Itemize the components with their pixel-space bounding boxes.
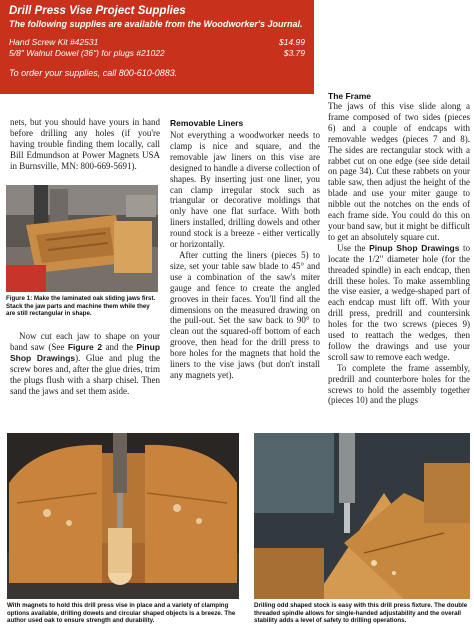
removable-liners-heading: Removable Liners [170, 118, 244, 128]
figure-1-image [6, 185, 158, 292]
paragraph: Use the Pinup Shop Drawings to locate the 1/2" diameter hole (for the threaded spindle) in each endcap, then drill these holes. To make assembling the vise easier, a wedge-shaped part of each endcap must lift off. With your drill press, predrill and countersink holes for the two screws (pieces 9) used to reattach the wedges, then follow the drawings and use your scroll saw to remove each wedge. [328, 242, 470, 362]
supplies-intro: The following supplies are available from the Woodworker's Journal. [9, 19, 303, 29]
paragraph: Now cut each jaw to shape on your band saw (See Figure 2 and the Pinup Shop Drawings). Glue and plug the screw bores and, after the glue dries, trim the plugs flush with a sharp chisel. Then sand the jaws and set them aside. [10, 331, 161, 396]
supply-item-name: Hand Screw Kit #42531 [9, 37, 99, 47]
odd-stock-caption: Drilling odd shaped stock is easy with this drill press fixture. The double threaded spindle allows for single-handed adjustability and the overall stability adds a level of safety to drilling operations. [254, 602, 468, 625]
paragraph: Not everything a woodworker needs to clamp is nice and square, and the removable jaw liners on this vise are designed to handle a diverse collection of shapes. By inserting just one liner, you can clamp irregular stock such as triangular or decorative moldings that only have one flat surface. With both liners installed, drilling dowels and other round stock is a breeze - either vertically or horizontally. [170, 130, 320, 250]
column-3-text [328, 101, 470, 406]
column-1-text [10, 117, 160, 172]
odd-stock-image [254, 433, 470, 599]
supplies-box [0, 0, 314, 94]
paragraph: After cutting the liners (pieces 5) to size, set your table saw blade to 45° and use a combination of the saw's miter gauge and fence to create the angled grooves in their faces. You'll find all the dimensions on the measured drawing on the pull-out. Set the saw back to 90° to clean out the squared-off bottom of each groove, then head for the drill press to bore holes for the magnets that hold the liners to the vise jaws (but don't install any magnets yet). [170, 249, 320, 380]
paragraph: The jaws of this vise slide along a frame composed of two sides (pieces 6) and a couple of endcaps with removable wedges (pieces 7 and 8). The sides are rectangular stock with a rabbet cut on one edge (see side detail on page 34). Cut these rabbets on your table saw, then adjust the height of the blade and use your miter gauge to nibble out the notches on the ends of each frame side. You could do this on your band saw, but it might be difficult to get an absolutely square cut. [328, 101, 470, 242]
figure-1-caption: Figure 1: Make the laminated oak sliding jaws first. Stack the jaw parts and machine them while they are still rectangular in shape. [6, 295, 156, 318]
the-frame-heading: The Frame [328, 91, 371, 101]
supply-item-price: $3.79 [283, 48, 305, 58]
supply-item-name: 5/8" Walnut Dowel (36") for plugs #21022 [9, 48, 165, 58]
paragraph: To complete the frame assembly, predrill and counterbore holes for the screws to hold the assembly together (pieces 10) and the plugs [328, 362, 470, 406]
vise-dowel-photo [7, 433, 239, 599]
supply-item [9, 48, 305, 59]
column-2-text [170, 130, 320, 381]
odd-stock-photo [254, 433, 470, 599]
supplies-title: Drill Press Vise Project Supplies [9, 5, 186, 17]
vise-dowel-caption: With magnets to hold this drill press vise in place and a variety of clamping options available, drilling dowels and circular shaped objects is a breeze. The author used oak to ensure strength and durability. [7, 602, 236, 625]
supplies-order-line: To order your supplies, call 800-610-0883. [9, 68, 178, 78]
column-1-bottom-text [10, 331, 160, 396]
paragraph: nets, but you should have yours in hand before drilling any holes (if you're having trouble finding them locally, call Bill Edmundson at Power Magnets USA in Burnsville, MN: 800-669-5691). [10, 117, 160, 171]
figure-1-photo [6, 185, 158, 292]
supply-item [9, 37, 305, 48]
vise-dowel-image [7, 433, 239, 599]
supply-item-price: $14.99 [279, 37, 305, 47]
